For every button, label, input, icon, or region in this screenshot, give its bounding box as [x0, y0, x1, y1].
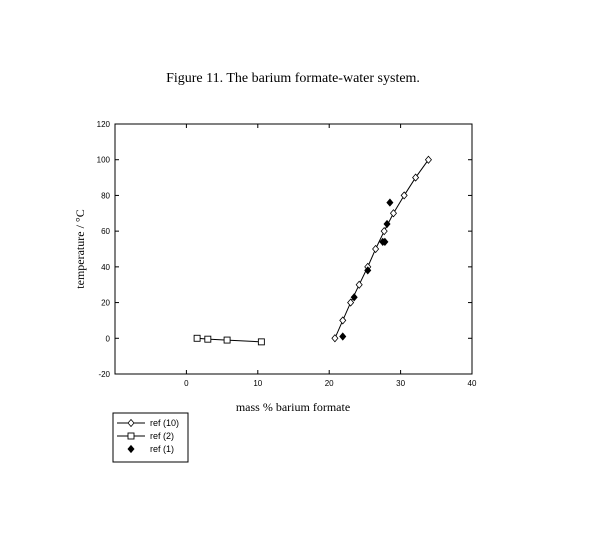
data-point	[381, 228, 387, 235]
data-point	[258, 339, 264, 345]
x-axis-label: mass % barium formate	[235, 400, 351, 414]
plot-frame	[115, 124, 472, 374]
plot-area	[194, 156, 431, 345]
x-tick-label: 20	[324, 379, 334, 388]
legend-label: ref (10)	[150, 418, 180, 428]
y-axis	[97, 120, 472, 379]
data-point	[224, 337, 230, 343]
legend-label: ref (2)	[150, 431, 175, 441]
data-point	[194, 335, 200, 341]
data-point	[356, 281, 362, 288]
x-tick-label: 30	[396, 379, 406, 388]
y-axis-label: temperature / °C	[73, 209, 87, 289]
x-tick-label: 0	[184, 379, 189, 388]
chart-title: Figure 11. The barium formate-water system.	[166, 71, 420, 86]
y-tick-label: 60	[101, 227, 110, 237]
y-tick-label: 120	[96, 120, 110, 129]
legend-label: ref (1)	[150, 444, 175, 454]
x-tick-label: 10	[253, 379, 263, 388]
data-point	[373, 246, 379, 253]
series-1	[194, 335, 264, 345]
data-point	[348, 299, 354, 306]
x-axis	[184, 124, 477, 388]
y-tick-label: 80	[101, 191, 110, 201]
legend	[113, 413, 188, 462]
y-tick-label: -20	[98, 370, 110, 379]
legend-marker	[128, 433, 134, 439]
y-tick-label: 20	[101, 298, 110, 308]
data-point	[340, 317, 346, 324]
y-tick-label: 40	[101, 262, 110, 272]
y-tick-label: 0	[105, 334, 110, 344]
data-point	[387, 199, 393, 206]
data-point	[390, 210, 396, 217]
y-tick-label: 100	[96, 155, 110, 165]
data-point	[332, 335, 338, 342]
x-tick-label: 40	[467, 379, 477, 388]
data-point	[340, 333, 346, 340]
series-line	[335, 160, 429, 339]
series-2	[340, 199, 393, 340]
data-point	[205, 336, 211, 342]
series-0	[332, 156, 432, 342]
